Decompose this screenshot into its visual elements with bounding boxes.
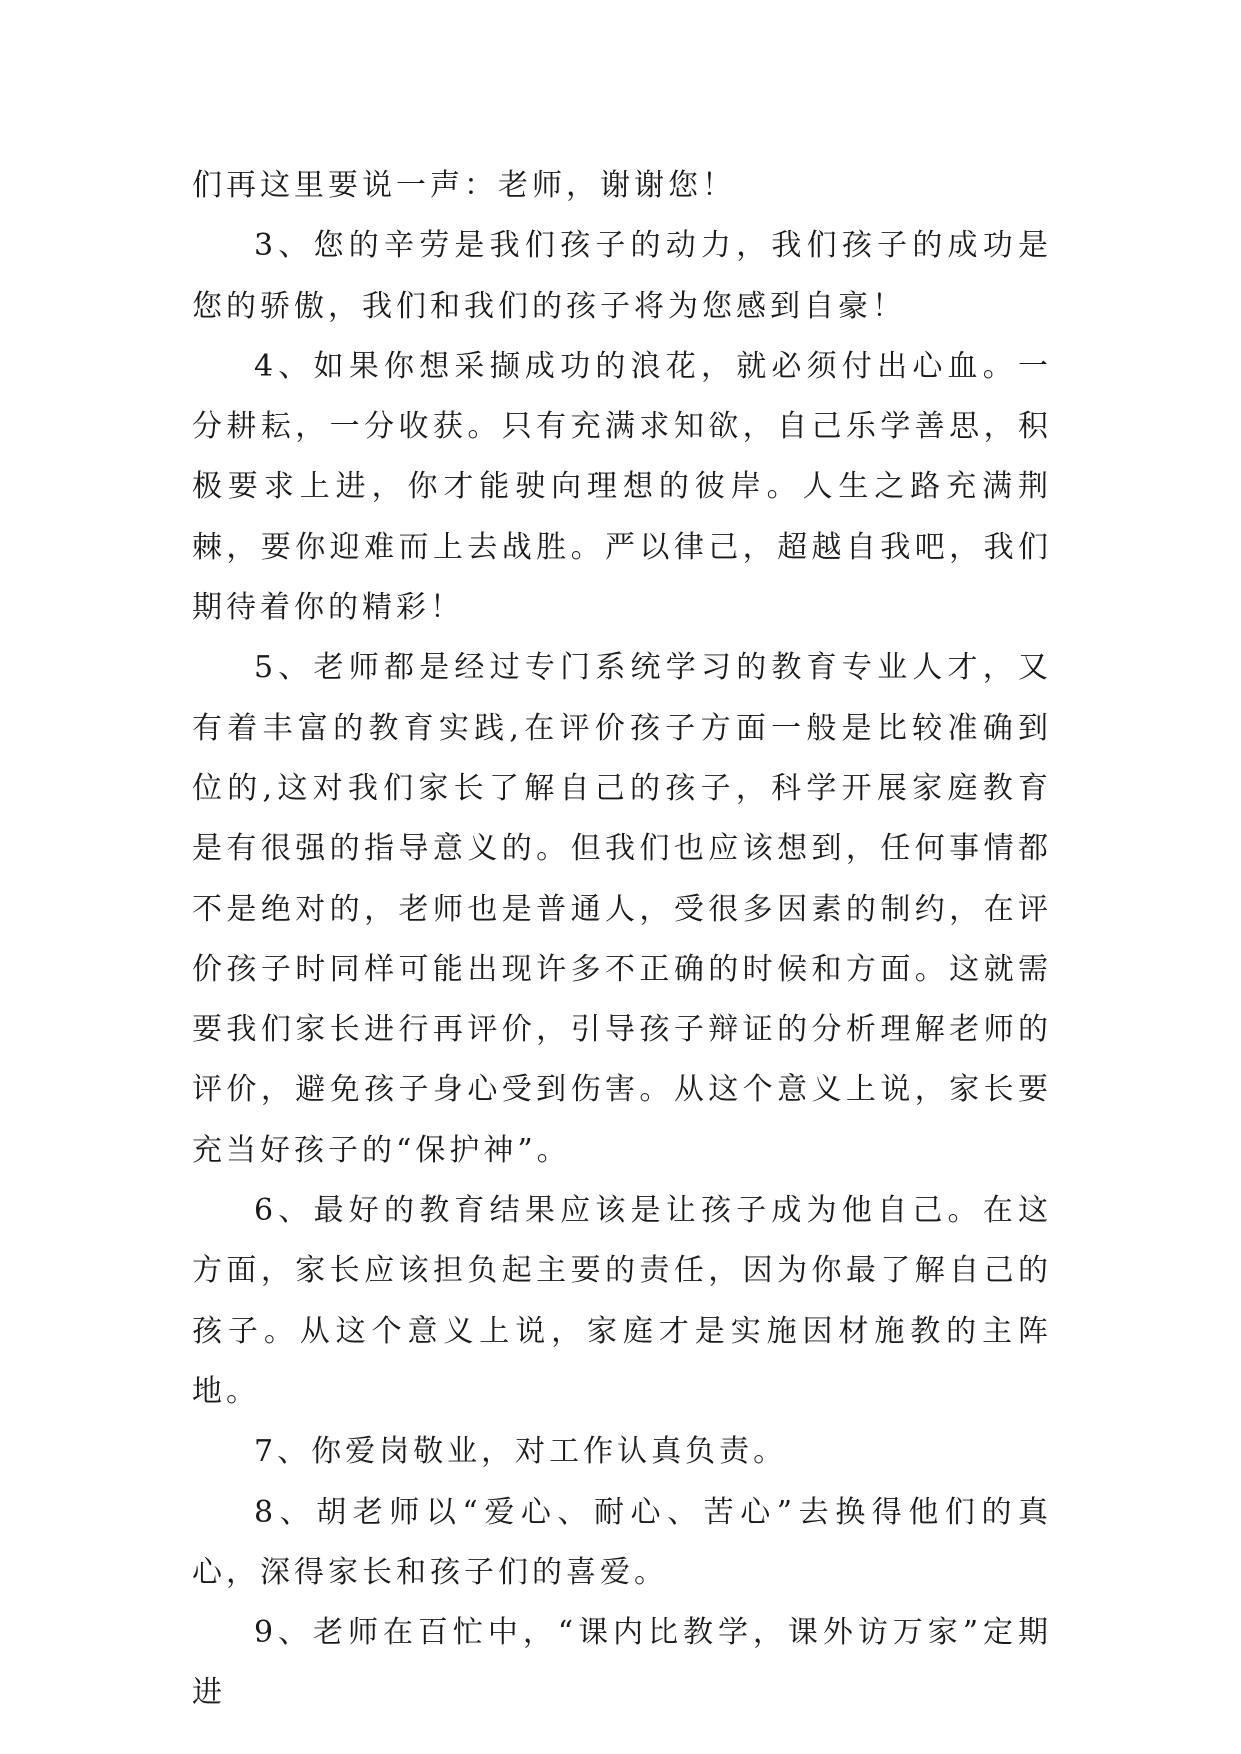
paragraph-item-6: 6、最好的教育结果应该是让孩子成为他自己。在这方面，家长应该担负起主要的责任，因为你最了解自己的孩子。从这个意义上说，家庭才是实施因材施教的主阵地。 xyxy=(192,1193,1052,1409)
paragraph-continuation: 们再这里要说一声：老师，谢谢您！ xyxy=(192,168,736,203)
document-body xyxy=(192,156,1052,1724)
paragraph-item-7: 7、你爱岗敬业，对工作认真负责。 xyxy=(254,1434,788,1470)
paragraph-item-3: 3、您的辛劳是我们孩子的动力，我们孩子的成功是您的骄傲，我们和我们的孩子将为您感到自豪！ xyxy=(192,228,1052,324)
paragraph-item-4: 4、如果你想采撷成功的浪花，就必须付出心血。一分耕耘，一分收获。只有充满求知欲，自己乐学善思，积极要求上进，你才能驶向理想的彼岸。人生之路充满荆棘，要你迎难而上去战胜。严以律己，超越自我吧，我们期待着你的精彩！ xyxy=(192,348,1052,626)
paragraph-item-8: 8、胡老师以“爱心、耐心、苦心”去换得他们的真心，深得家长和孩子们的喜爱。 xyxy=(192,1494,1052,1590)
paragraph-item-9: 9、老师在百忙中，“课内比教学，课外访万家”定期进 xyxy=(192,1615,1052,1711)
paragraph-item-5: 5、老师都是经过专门系统学习的教育专业人才，又有着丰富的教育实践,在评价孩子方面一般是比较准确到位的,这对我们家长了解自己的孩子，科学开展家庭教育是有很强的指导意义的。但我们也应该想到，任何事情都不是绝对的，老师也是普通人，受很多因素的制约，在评价孩子时同样可能出现许多不正确的时候和方面。这就需要我们家长进行再评价，引导孩子辩证的分析理解老师的评价，避免孩子身心受到伤害。从这个意义上说，家长要充当好孩子的“保护神”。 xyxy=(192,650,1052,1168)
